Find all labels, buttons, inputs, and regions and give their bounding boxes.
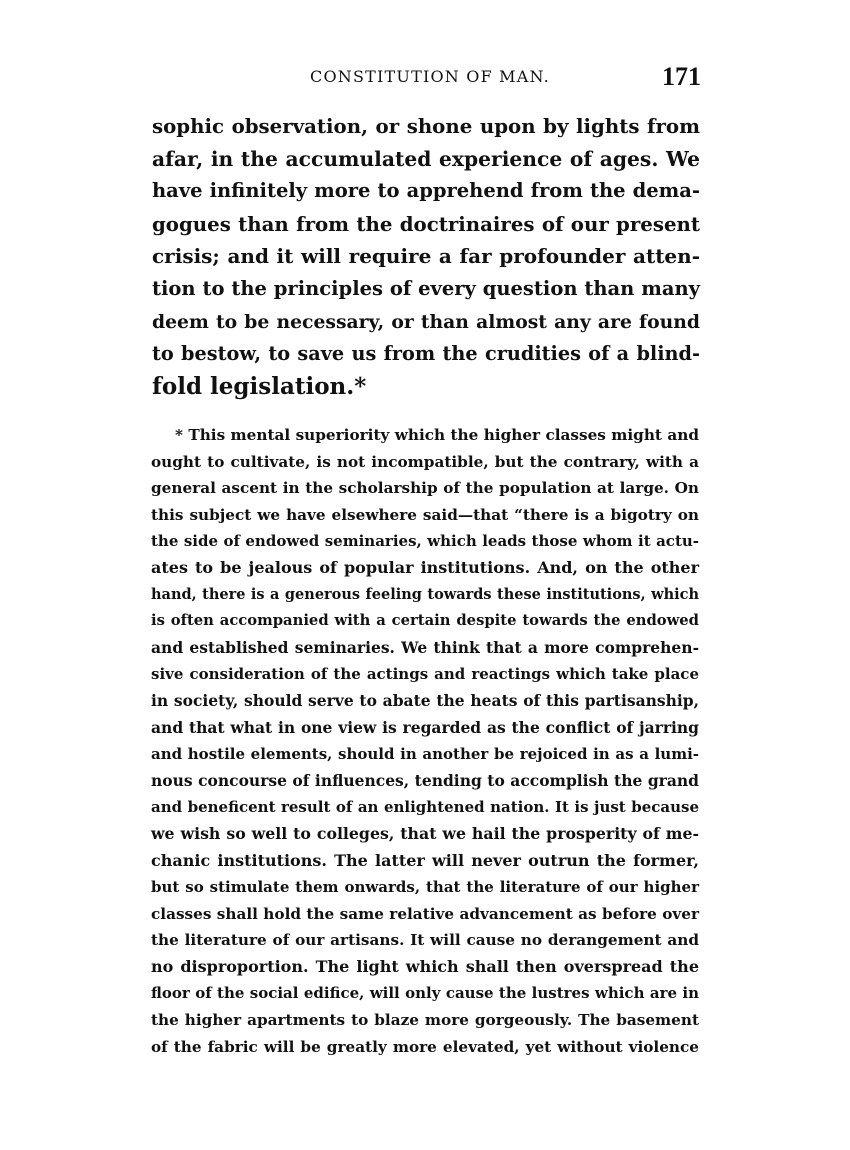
page-header [150, 62, 705, 96]
footnote-line: but so stimulate them onwards, that the literature of our higher [151, 878, 699, 897]
main-text-line: have infinitely more to apprehend from the dema- [152, 179, 700, 203]
main-text-line: afar, in the accumulated experience of ages. We [152, 146, 700, 171]
footnote-line: we wish so well to colleges, that we hail the prosperity of me- [151, 823, 699, 843]
footnote-line: and beneficent result of an enlightened nation. It is just because [151, 798, 699, 817]
main-text-line: sophic observation, or shone upon by lights from [152, 114, 700, 138]
footnote-line: * This mental superiority which the higher classes might and [175, 426, 699, 444]
footnote-line: is often accompanied with a certain despite towards the endowed [151, 612, 699, 630]
footnote-line: classes shall hold the same relative advancement as before over [151, 904, 699, 923]
footnote-line: the side of endowed seminaries, which leads those whom it actu- [151, 532, 699, 551]
main-text-line: deem to be necessary, or than almost any are found [152, 310, 700, 333]
footnote-line: and hostile elements, should in another be rejoiced in as a lumi- [151, 745, 699, 764]
main-text-line: to bestow, to save us from the crudities of a blind- [152, 342, 700, 366]
footnote-line: the literature of our artisans. It will cause no derangement and [151, 931, 699, 950]
main-text-line: fold legislation.* [152, 372, 367, 400]
footnote-line: general ascent in the scholarship of the population at large. On [151, 479, 699, 498]
footnote-line: floor of the social edifice, will only cause the lustres which are in [151, 984, 699, 1003]
main-text-line: tion to the principles of every question than many [152, 276, 700, 300]
main-text [152, 110, 700, 403]
footnote-line: sive consideration of the actings and reactings which take place [151, 665, 699, 684]
footnote-line: in society, should serve to abate the heats of this partisanship, [151, 690, 699, 710]
footnote-line: hand, there is a generous feeling towards these institutions, which [151, 585, 699, 603]
footnote-line: nous concourse of influences, tending to accomplish the grand [151, 770, 699, 790]
footnote-line: and established seminaries. We think that a more comprehen- [151, 637, 699, 657]
running-head: CONSTITUTION OF MAN. [310, 67, 550, 86]
footnote-line: chanic institutions. The latter will never outrun the former, [151, 850, 699, 870]
footnote-line: ought to cultivate, is not incompatible, but the contrary, with a [151, 452, 699, 471]
page-number: 171 [662, 62, 701, 91]
footnote-line: and that what in one view is regarded as the conflict of jarring [151, 717, 699, 737]
footnote-line: the higher apartments to blaze more gorgeously. The basement [151, 1011, 699, 1030]
main-text-line: gogues than from the doctrinaires of our present [152, 211, 700, 236]
footnote-line: of the fabric will be greatly more elevated, yet without violence [151, 1037, 699, 1056]
footnote [151, 422, 699, 1060]
footnote-line: this subject we have elsewhere said—that “there is a bigotry on [151, 505, 699, 524]
footnote-line: no disproportion. The light which shall then overspread the [151, 956, 699, 976]
main-text-line: crisis; and it will require a far profounder atten- [152, 244, 700, 269]
footnote-line: ates to be jealous of popular institutions. And, on the other [151, 557, 699, 577]
